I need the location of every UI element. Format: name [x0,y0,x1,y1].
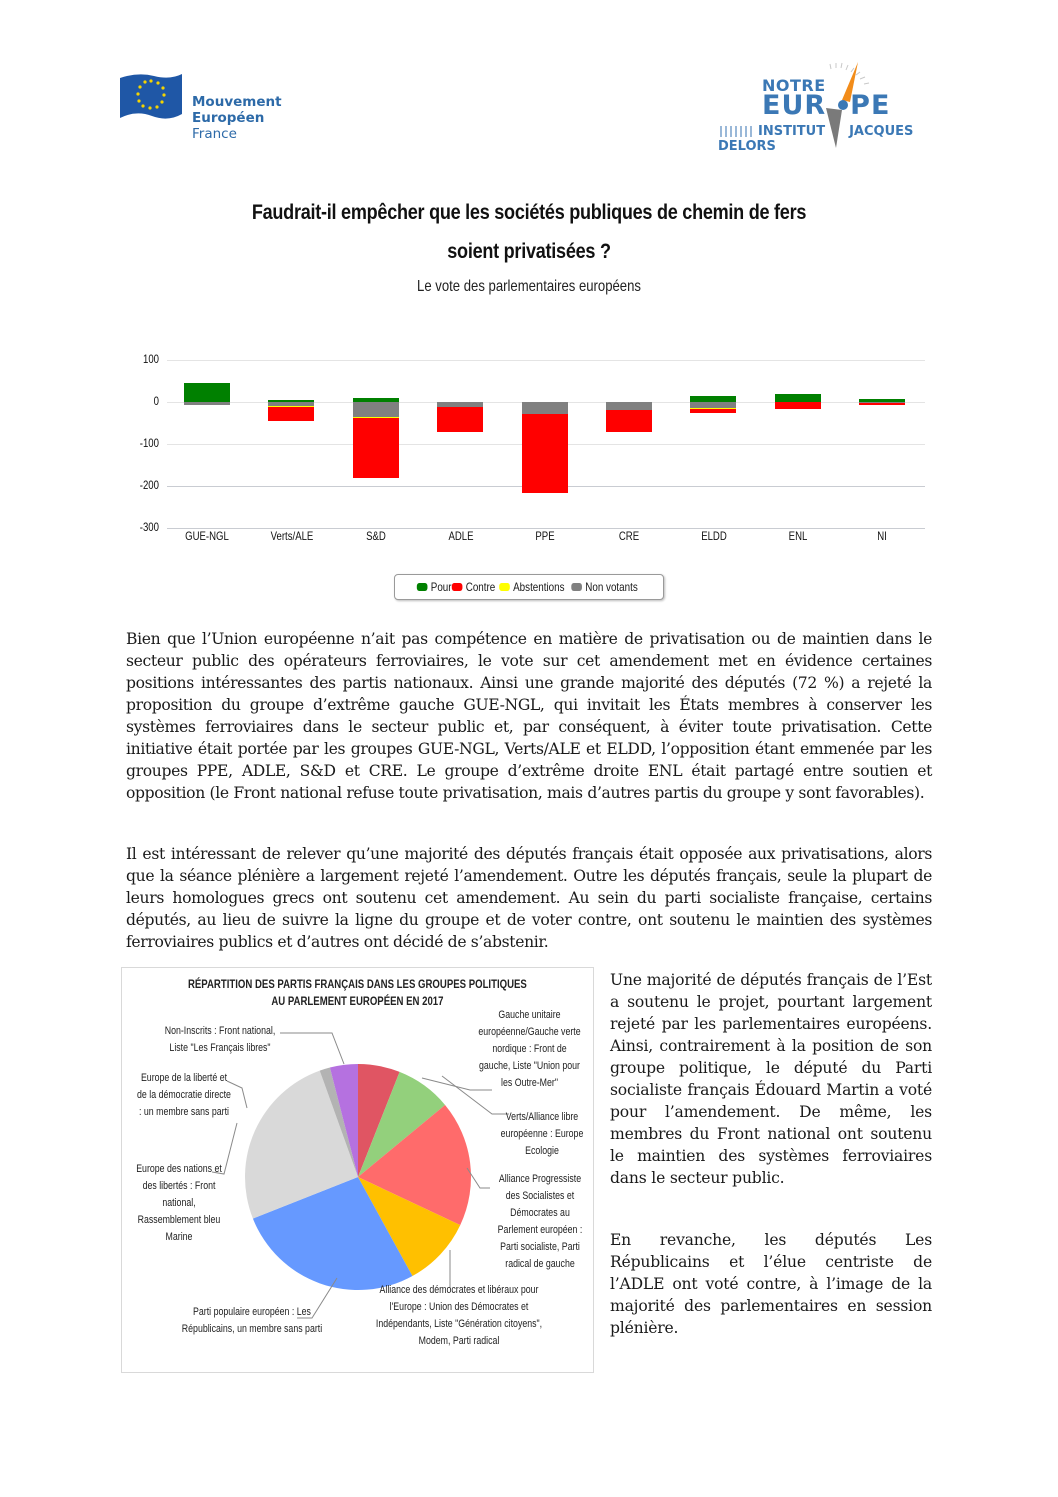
x-label: NI [877,529,887,543]
logo-line-2: Européen [192,110,265,126]
x-label: S&D [366,529,386,543]
pie-label-efdd: Europe de la liberté et de la démocratie directe : un membre sans parti [137,1072,231,1118]
mouvement-europeen-logo [118,70,298,145]
bar-segment-pour [184,383,230,402]
chart-legend [394,574,664,600]
logo-jacques-delors: JACQUES DELORS [718,124,914,154]
legend-swatch-green [417,583,428,591]
pie-label-enl: Europe des nations et des libertés : Front national, Rassemblement bleu Marine [136,1163,222,1243]
page-subtitle: Le vote des parlementaires européens [417,278,641,295]
legend-item-non-votants [571,580,637,594]
legend-item-abstentions [499,580,564,594]
bar-segment-contre [268,407,314,421]
pie-label-adle: Alliance des démocrates et libéraux pour l'Europe : Union des Démocrates et Indépendants, Liste "Génération citoyens", Modem, Parti radical [375,1284,543,1347]
legend-swatch-yellow [499,583,510,591]
paragraph-3: Une majorité de députés français de l’Est a soutenu le projet, pourtant largement rejeté par les parlementaires européens. Ainsi, contrairement à la position de son groupe politique, le député du Parti socialiste français Édouard Martin a voté pour l’amendement. De même, les membres du Front national ont soutenu le maintien des systèmes ferroviaires dans le secteur public. [610,970,932,1187]
x-label: ADLE [448,529,474,543]
paragraph-2: Il est intéressant de relever qu’une majorité des députés français était opposée aux privatisations, alors que la séance plénière a largement rejeté l’amendement. Outre les députés français, seule la plupart de leurs homologues grecs ont soutenu cet amendement. Au sein du parti socialiste française, certains députés, au lieu de suivre la ligne du groupe et de voter contre, ont soutenu le maintien des systèmes ferroviaires publics et d’autres ont décidé de s’abstenir. [126,844,932,951]
pie-label-verts: Verts/Alliance libre européenne : Europe Ecologie [500,1111,584,1157]
pie-chart-figure [121,967,594,1373]
legend-item-contre [452,580,495,594]
bar-segment-contre [690,409,736,413]
pie-label-gue: Gauche unitaire européenne/Gauche verte nordique : Front de gauche, Liste "Union pour les Outre-Mer" [478,1009,581,1089]
x-label: ELDD [701,529,727,543]
legend-item-pour [417,580,452,594]
x-label: GUE-NGL [185,529,229,543]
logo-line-3: France [192,126,237,142]
bar-segment-contre [775,402,821,409]
x-label: CRE [618,529,640,543]
bar-segment-contre [437,407,483,432]
paragraph-4: En revanche, les députés Les Républicains et l’élue centriste de l’ADLE ont voté contre, à l’image de la majorité des parlementaires en session plénière. [610,1230,932,1337]
logo-line-1: Mouvement [192,94,282,110]
bar-segment-pour [775,394,821,402]
bar-segment-non-votants [184,402,230,405]
pie-label-ppe: Parti populaire européen : Les Républicains, un membre sans parti [181,1306,323,1335]
page-title-line-1: Faudrait-il empêcher que les sociétés publiques de chemin de fers [251,201,807,224]
pie-title-line-1: RÉPARTITION DES PARTIS FRANÇAIS DANS LES GROUPES POLITIQUES [187,977,527,991]
notre-europe-line-1: NOTRE [762,76,826,95]
x-label: PPE [535,529,555,543]
y-tick: -100 [139,436,159,450]
page-title-line-2: soient privatisées ? [447,240,611,263]
legend-swatch-red [452,583,463,591]
vote-bar-chart [125,345,935,605]
y-tick: 100 [142,352,159,366]
logo-eur: EUR [762,90,827,121]
logo-pe: PE [850,90,891,121]
x-label: ENL [788,529,808,543]
mouvement-europeen-wordmark [192,94,282,142]
bar-segment-contre [859,403,905,404]
y-tick: -300 [139,520,159,534]
notre-europe-line-2 [762,90,890,121]
gridline [167,360,925,361]
legend-label: Pour [430,580,452,594]
bar-segment-contre [353,418,399,478]
legend-label: Non votants [585,580,638,594]
pie-label-sd: Alliance Progressiste des Socialistes et Démocrates au Parlement européen : Parti socialiste, Parti radical de gauche [497,1173,583,1270]
notre-europe-logo [718,58,943,153]
legend-swatch-gray [571,583,582,591]
y-tick: -200 [139,478,159,492]
x-label: Verts/ALE [270,529,314,543]
logo-institut: INSTITUT [758,124,826,139]
legend-label: Abstentions [513,580,565,594]
bar-segment-contre [522,414,568,493]
pie-label-ni: Non-Inscrits : Front national, Liste "Les Français libres" [164,1025,276,1054]
bar-segment-contre [606,410,652,433]
bar-segment-non-votants [522,402,568,414]
paragraph-1: Bien que l’Union européenne n’ait pas compétence en matière de privatisation ou de maintien dans le secteur public des opérateurs ferroviaires, le vote sur cet amendement met en évidence certaines positions intéressantes des partis nationaux. Ainsi une grande majorité des députés (72 %) a rejeté la proposition du groupe d’extrême gauche GUE-NGL, qui invitait les États membres à conserver les systèmes ferroviaires dans le secteur public et, par conséquent, à éviter toute privatisation. Cette initiative était portée par les groupes GUE-NGL, Verts/ALE et ELDD, l’opposition étant emmenée par les groupes PPE, ADLE, S&D et CRE. Le groupe d’extrême droite ENL était partagé entre soutien et opposition (le Front national refuse toute privatisation, mais d’autres partis du groupe y sont favorables). [126,629,932,802]
pie-title-line-2: AU PARLEMENT EUROPÉEN EN 2017 [271,994,444,1008]
bar-segment-non-votants [606,402,652,410]
bar-segment-non-votants [353,402,399,417]
y-tick: 0 [153,394,159,408]
notre-europe-line-3 [718,124,943,154]
eu-flag-icon [118,70,184,126]
legend-label: Contre [465,580,496,594]
